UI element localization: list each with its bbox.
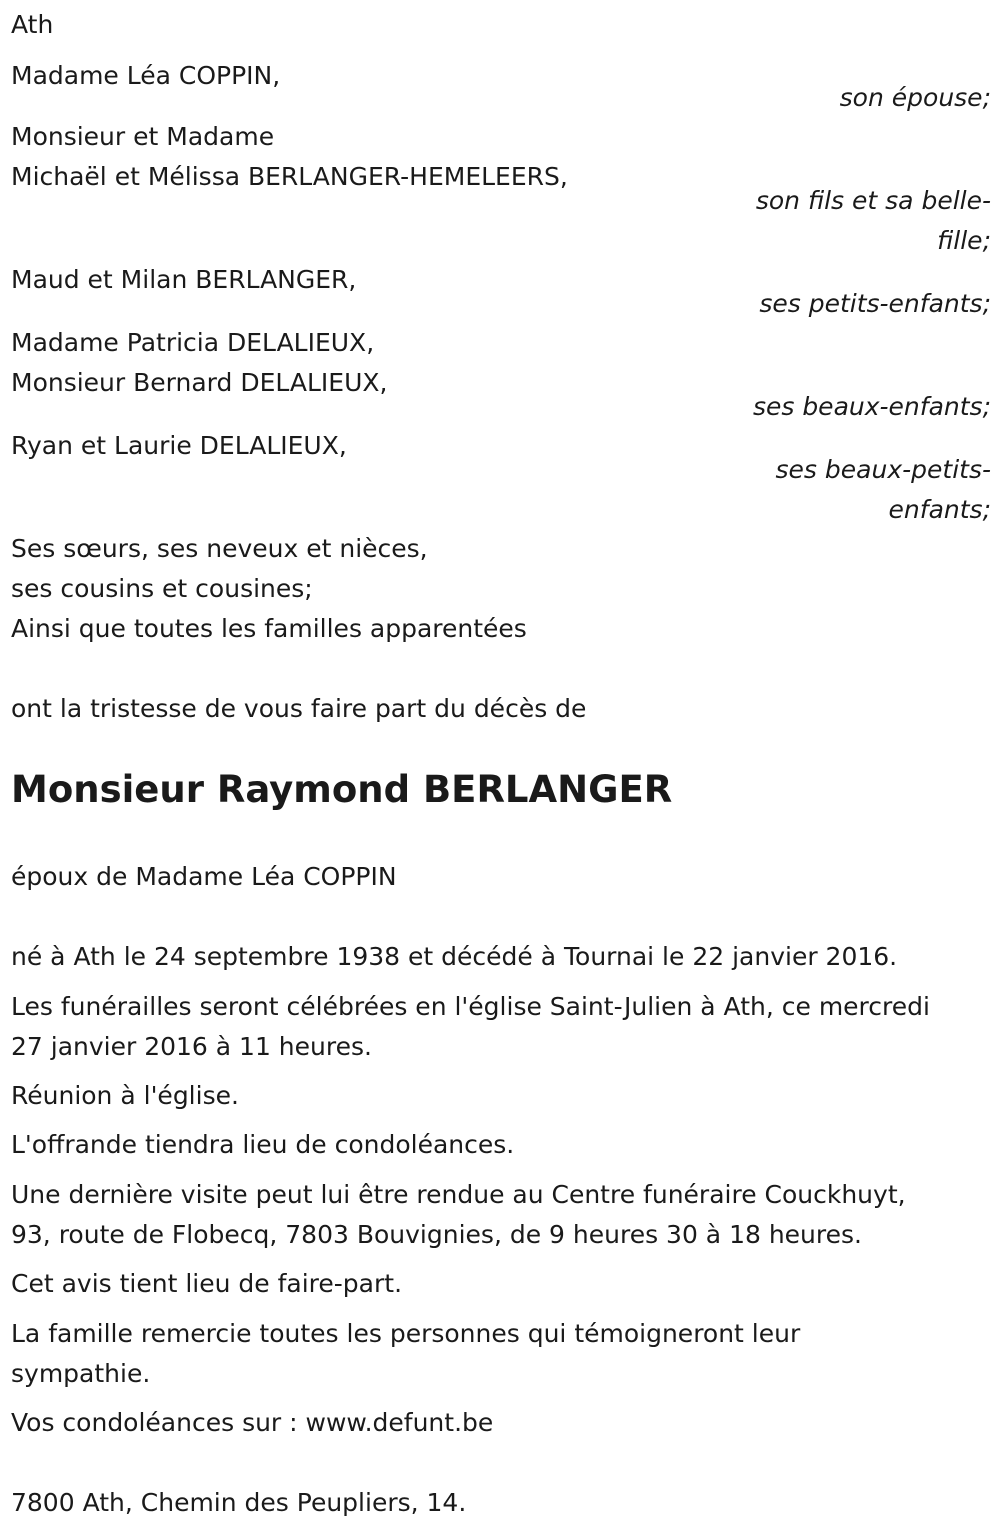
son-relation-line-1: son fils et sa belle- [755, 186, 991, 215]
visit-info-line-1: Une dernière visite peut lui être rendue au Centre funéraire Couckhuyt, [11, 1180, 906, 1209]
spouse-relation: son épouse; [839, 83, 991, 112]
announcement-intro: ont la tristesse de vous faire part du décès de [11, 694, 587, 723]
thanks-line-1: La famille remercie toutes les personnes qui témoigneront leur [11, 1319, 801, 1348]
funeral-info-line-2: 27 janvier 2016 à 11 heures. [11, 1032, 372, 1061]
birth-death-dates: né à Ath le 24 septembre 1938 et décédé à Tournai le 22 janvier 2016. [11, 942, 898, 971]
other-relatives-line-3: Ainsi que toutes les familles apparentées [11, 614, 527, 643]
offering-info: L'offrande tiendra lieu de condoléances. [11, 1130, 515, 1159]
meeting-info: Réunion à l'église. [11, 1081, 239, 1110]
son-name-line-1: Monsieur et Madame [11, 122, 275, 151]
home-address: 7800 Ath, Chemin des Peupliers, 14. [11, 1488, 467, 1517]
grandchildren-name: Maud et Milan BERLANGER, [11, 265, 357, 294]
stepgrandchildren-relation-line-1: ses beaux-petits- [775, 455, 991, 484]
stepchildren-relation: ses beaux-enfants; [752, 392, 991, 421]
spouse-of: époux de Madame Léa COPPIN [11, 862, 397, 891]
notice-info: Cet avis tient lieu de faire-part. [11, 1269, 403, 1298]
visit-info-line-2: 93, route de Flobecq, 7803 Bouvignies, de 9 heures 30 à 18 heures. [11, 1220, 862, 1249]
stepchildren-name-line-1: Madame Patricia DELALIEUX, [11, 328, 375, 357]
thanks-line-2: sympathie. [11, 1359, 151, 1388]
city-header: Ath [11, 10, 54, 39]
stepgrandchildren-relation-line-2: enfants; [888, 495, 991, 524]
other-relatives-line-1: Ses sœurs, ses neveux et nièces, [11, 534, 428, 563]
stepchildren-name-line-2: Monsieur Bernard DELALIEUX, [11, 368, 388, 397]
grandchildren-relation: ses petits-enfants; [759, 289, 991, 318]
funeral-info-line-1: Les funérailles seront célébrées en l'église Saint-Julien à Ath, ce mercredi [11, 992, 930, 1021]
son-relation-line-2: fille; [937, 226, 991, 255]
deceased-name: Monsieur Raymond BERLANGER [11, 768, 673, 811]
son-name-line-2: Michaël et Mélissa BERLANGER-HEMELEERS, [11, 162, 568, 191]
condolences-website: Vos condoléances sur : www.defunt.be [11, 1408, 494, 1437]
spouse-name: Madame Léa COPPIN, [11, 61, 281, 90]
other-relatives-line-2: ses cousins et cousines; [11, 574, 313, 603]
stepgrandchildren-name: Ryan et Laurie DELALIEUX, [11, 431, 347, 460]
